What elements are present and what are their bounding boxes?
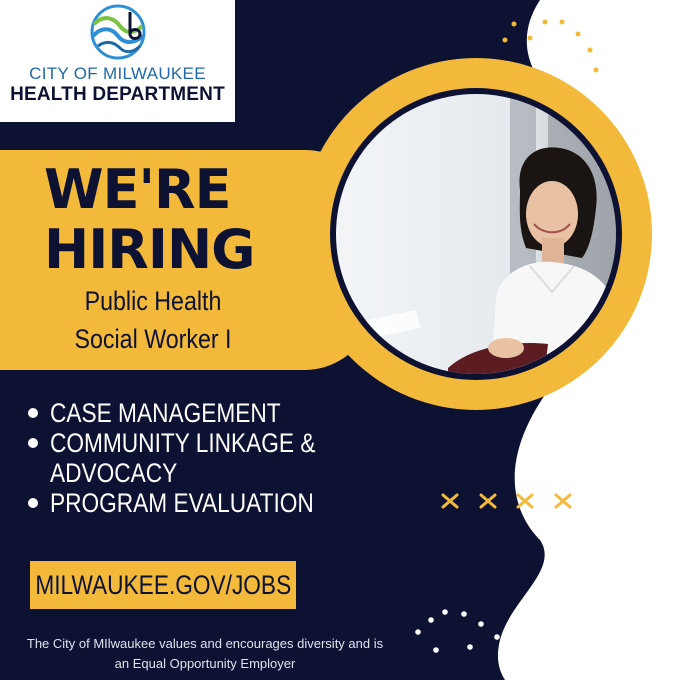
bullet-dot-icon: [28, 498, 38, 508]
list-item: COMMUNITY LINKAGE &: [26, 428, 356, 458]
equal-opportunity-statement: [0, 634, 410, 674]
footer-line2: an Equal Opportunity Employer: [114, 656, 296, 671]
headline-hiring: HIRING: [44, 218, 255, 281]
logo-box: [0, 0, 235, 122]
headline-were: WE'RE: [44, 158, 231, 221]
logo-city-text: CITY OF MILWAUKEE: [29, 64, 206, 83]
bullet-dot-icon: [28, 438, 38, 448]
duties-list: [26, 398, 356, 518]
jobs-url-text: MILWAUKEE.GOV/JOBS: [35, 569, 291, 600]
smiling-woman-photo: [320, 78, 632, 390]
list-item: CASE MANAGEMENT: [26, 398, 356, 428]
list-item-continuation: ADVOCACY: [50, 458, 178, 488]
position-title-line1: Public Health: [84, 286, 222, 316]
position-title-line2: Social Worker I: [74, 324, 232, 354]
footer-line1: The City of MIlwaukee values and encourages diversity and is: [26, 636, 384, 651]
logo-department-text: HEALTH DEPARTMENT: [10, 84, 225, 105]
list-item: PROGRAM EVALUATION: [26, 488, 356, 518]
bullet-dot-icon: [28, 408, 38, 418]
mhd-wave-logo-icon: [90, 4, 146, 60]
jobs-url-badge[interactable]: [30, 561, 296, 609]
